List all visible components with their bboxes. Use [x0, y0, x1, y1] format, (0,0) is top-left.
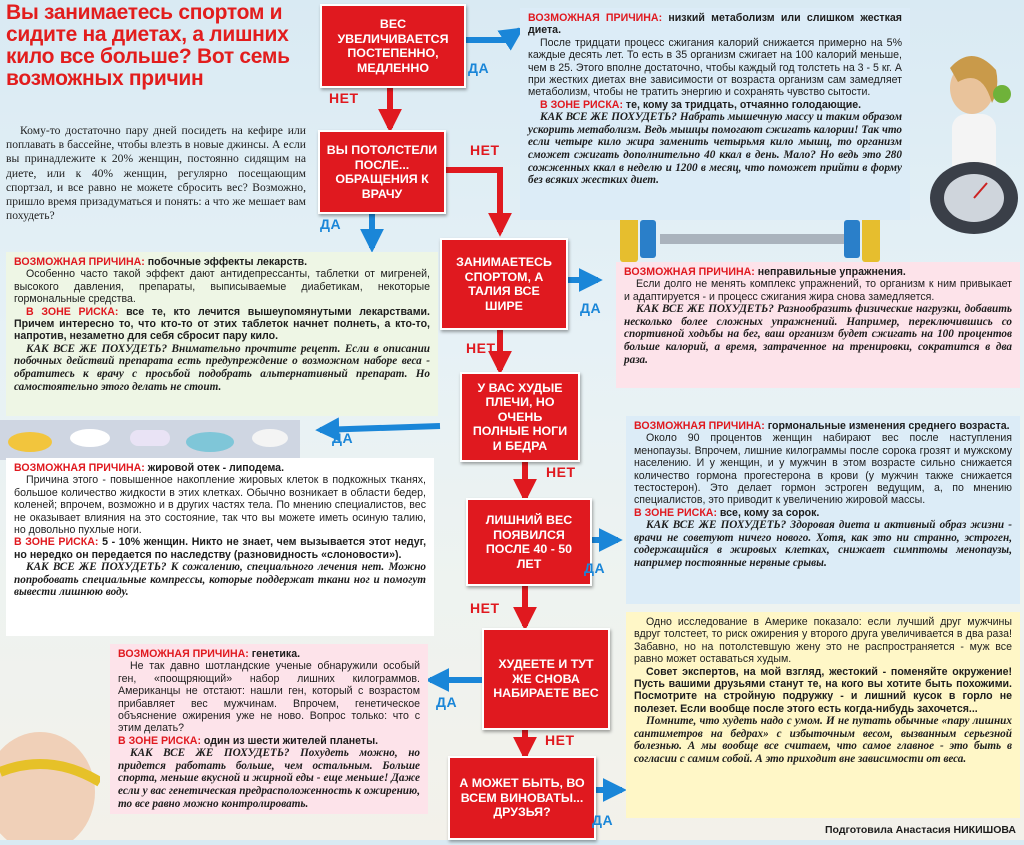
cause-label: ВОЗМОЖНАЯ ПРИЧИНА: [14, 462, 145, 474]
how-text: К сожалению, специального лечения нет. Можно попробовать специальные компрессы, которые поддержат ткани ног и помогут вывести лишнюю воду. [14, 561, 427, 599]
flow-question-6: ХУДЕЕТЕ И ТУТ ЖЕ СНОВА НАБИРАЕТЕ ВЕС [482, 628, 610, 730]
how-text: Разнообразить физические нагрузки, добавить несколько более сложных упражнений. Например, переключившись со спортивной ходьбы на бег, ваш организм будет сжигать на 100 процентов больше калорий, а время, затраченное на тренировки, сократится в два раза. [624, 303, 1013, 366]
cause-label: ВОЗМОЖНАЯ ПРИЧИНА: [14, 256, 145, 268]
yes-label-6: ДА [436, 694, 458, 710]
cause-text: гормональные изменения среднего возраста. [767, 420, 1010, 432]
expert-advice: Совет экспертов, на мой взгляд, жестокий - поменяйте окружение! Пусть вашими друзьями станут те, на кого вы хотите быть похожими. Посмотрите на стройную подружку - и лишний кусок в горло не полезет. Если вообще после этого есть когда-нибудь захочется... [634, 665, 1012, 715]
how-text: Внимательно прочтите рецепт. Если в описании побочных действий препарата есть предупреждение о возможном наборе веса - обратитесь к врачу с просьбой подобрать альтернативный препарат. Но самостоятельно этого делать не стоит. [14, 342, 431, 393]
no-label-4: НЕТ [546, 464, 576, 480]
no-label-2: НЕТ [470, 142, 500, 158]
how-text: Набрать мышечную массу и таким образом ускорить метаболизм. Ведь мышцы помогают сжигать калории! Так что если четыре кило жира заменить четырьмя кило мышц, то организм сможет сжигать дополнительно 40 ккал в день. Мало? Но ведь это 280 сожженных ккал в неделю и 1200 в месяц, что поможет прийти в форму без всяких жестких диет. [528, 111, 903, 187]
risk-label: В ЗОНЕ РИСКА: [14, 536, 99, 549]
cause-label: ВОЗМОЖНАЯ ПРИЧИНА: [634, 420, 765, 432]
cause-4-card [6, 458, 434, 636]
risk-text: 5 - 10% женщин. Никто не знает, чем вызывается этот недуг, но нередко он передается по наследству (разновидность «слоновости»). [14, 536, 427, 561]
intro-text: Кому-то достаточно пару дней посидеть на кефире или поплавать в бассейне, чтобы влезть в новые джинсы. А если вы принадлежите к 20% женщин, постоянно сидящим на диете, или к 40% женщин, регулярно посещающим спортзал, и все равно не можете сбросить вес? Возможно, пришло время призадуматься и понять: а что же мешает вам похудеть? [6, 124, 306, 223]
yes-label-4: ДА [332, 430, 354, 446]
cause-label: ВОЗМОЖНАЯ ПРИЧИНА: [624, 266, 755, 278]
cause-label: ВОЗМОЖНАЯ ПРИЧИНА: [528, 12, 663, 24]
no-label-1: НЕТ [329, 90, 359, 106]
flow-question-7: А МОЖЕТ БЫТЬ, ВО ВСЕМ ВИНОВАТЫ... ДРУЗЬЯ? [448, 756, 596, 840]
cause-body: Причина этого - повышенное накопление жировых клеток в подкожных тканях, большое количество жидкости в этих клетках. Обычно возникает в области бедер, коленей; впрочем, возможно и в других частях тела. По мнению специалистов, вес не оказывает влияния на это состояние, так что вы можете иметь осиную талию, но довольно пухлые ноги. [14, 474, 426, 537]
cause-text: неправильные упражнения. [757, 266, 906, 278]
cause-body: Одно исследование в Америке показало: если лучший друг мужчины вдруг толстеет, то риск ожирения у второго друга увеличивается в два раза! Забавно, но на потолстевшую жену это не распространяется - муж все равно может оставаться худым. [634, 616, 1012, 666]
how-label: КАК ВСЕ ЖЕ ПОХУДЕТЬ? [636, 303, 774, 316]
yes-label-3: ДА [580, 300, 602, 316]
how-text: Похудеть можно, но придется работать больше, чем остальным. Больше спорта, меньше вкусной и жирной еды - еще меньше! Даже если у вас генетическая предрасположенность к ожирению, то все равно можно контролировать. [118, 747, 421, 810]
cause-text: генетика. [251, 648, 301, 660]
risk-text: все те, кто лечится вышеупомянутыми лекарствами. Причем интересно то, что кто-то от этих таблеток начнет полнеть, а кто-то, напротив, незаметно для себя сбросит пару кило. [14, 305, 430, 343]
cause-body: Если долго не менять комплекс упражнений, то организм к ним привыкает и адаптируется - и процесс сжигания жира снова замедляется. [624, 278, 1012, 303]
how-label: КАК ВСЕ ЖЕ ПОХУДЕТЬ? [26, 561, 167, 574]
flow-question-4: У ВАС ХУДЫЕ ПЛЕЧИ, НО ОЧЕНЬ ПОЛНЫЕ НОГИ И БЕДРА [460, 372, 580, 462]
cause-body: Особенно часто такой эффект дают антидепрессанты, таблетки от мигреней, высокого давления, препараты, выписываемые диабетикам, некоторые гормональные средства. [14, 268, 430, 306]
cause-text: низкий метаболизм или слишком жесткая диета. [528, 12, 902, 37]
how-label: КАК ВСЕ ЖЕ ПОХУДЕТЬ? [130, 747, 290, 760]
yes-label-5: ДА [584, 560, 606, 576]
how-label: КАК ВСЕ ЖЕ ПОХУДЕТЬ? [646, 519, 787, 532]
how-label: КАК ВСЕ ЖЕ ПОХУДЕТЬ? [26, 342, 168, 355]
cause-5-card [626, 416, 1020, 604]
cause-1-card [520, 8, 910, 220]
how-text: Здоровая диета и активный образ жизни - врачи не советуют ничего нового. Хотя, как это ни странно, эстроген, содержащийся в жировых клетках, снижает симптомы менопаузы, например постоянные нервные срывы. [634, 519, 1012, 570]
closing-text: Помните, что худеть надо с умом. И не путать обычные «пару лишних сантиметров на бедрах» с избыточным весом, вызванным серьезной болезнью. А мы вообще все считаем, что самое главное - это быть в согласии с самим собой. А это приходит вне зависимости от веса. [634, 715, 1012, 766]
yes-label-1: ДА [468, 60, 490, 76]
no-label-6: НЕТ [545, 732, 575, 748]
risk-text: те, кому за тридцать, отчаянно голодающие. [625, 98, 862, 111]
yes-label-2: ДА [320, 216, 342, 232]
cause-6-card [110, 644, 428, 814]
risk-text: один из шести жителей планеты. [203, 734, 379, 747]
no-label-3: НЕТ [466, 340, 496, 356]
flow-question-2: ВЫ ПОТОЛСТЕЛИ ПОСЛЕ... ОБРАЩЕНИЯ К ВРАЧУ [318, 130, 446, 214]
flow-question-3: ЗАНИМАЕТЕСЬ СПОРТОМ, А ТАЛИЯ ВСЕ ШИРЕ [440, 238, 568, 330]
cause-label: ВОЗМОЖНАЯ ПРИЧИНА: [118, 648, 249, 660]
cause-3-card [616, 262, 1020, 388]
page-title: Вы занимаетесь спортом и сидите на диетах, а лишних кило все больше? Вот семь возможных причин [6, 1, 290, 90]
cause-2-card [6, 252, 438, 416]
flow-question-1: ВЕС УВЕЛИЧИВАЕТСЯ ПОСТЕПЕННО, МЕДЛЕННО [320, 4, 466, 88]
risk-label: В ЗОНЕ РИСКА: [540, 98, 623, 111]
author-credit: Подготовила Анастасия НИКИШОВА [825, 824, 1016, 836]
risk-label: В ЗОНЕ РИСКА: [118, 734, 201, 747]
cause-text: побочные эффекты лекарств. [147, 256, 308, 268]
cause-body: После тридцати процесс сжигания калорий снижается примерно на 5% каждые десять лет. То есть в 35 организм сжигает на 100 калорий меньше, чем в 25. Этого вполне достаточно, чтобы каждый год толстеть на 3 - 5 кг. А при жестких диетах вне зависимости от возраста организм сам замедляет метаболизм, чтобы не тратить энергию и сохранять чувство сытости. [528, 36, 902, 99]
cause-text: жировой отек - липодема. [147, 462, 285, 474]
yes-label-7: ДА [592, 812, 614, 828]
cause-7-card [626, 612, 1020, 818]
risk-text: все, кому за сорок. [719, 506, 820, 519]
cause-body: Не так давно шотландские ученые обнаружили особый ген, «поощряющий» набор лишних килограммов. Американцы не отстают: нашли ген, который с возрастом прибавляет вес мужчинам. Впрочем, генетическое объяснение ожирения уже не ново. Вопрос только: что с этим делать? [118, 660, 420, 735]
flow-question-5: ЛИШНИЙ ВЕС ПОЯВИЛСЯ ПОСЛЕ 40 - 50 ЛЕТ [466, 498, 592, 586]
no-label-5: НЕТ [470, 600, 500, 616]
risk-label: В ЗОНЕ РИСКА: [634, 506, 717, 519]
risk-label: В ЗОНЕ РИСКА: [26, 305, 119, 318]
how-label: КАК ВСЕ ЖЕ ПОХУДЕТЬ? [540, 111, 677, 124]
cause-body: Около 90 процентов женщин набирают вес после наступления менопаузы. Впрочем, лишние килограммы после сорока грозят и мужскому населению. И у женщин, и у мужчин в этом возрасте сильно снижается количество гормона прогестерона в крови (у мужчин также снижается тестостерон). Это делает гормон эстроген ведущим, а, по мнению специалистов, это приводит к увеличению жировой массы. [634, 432, 1012, 507]
